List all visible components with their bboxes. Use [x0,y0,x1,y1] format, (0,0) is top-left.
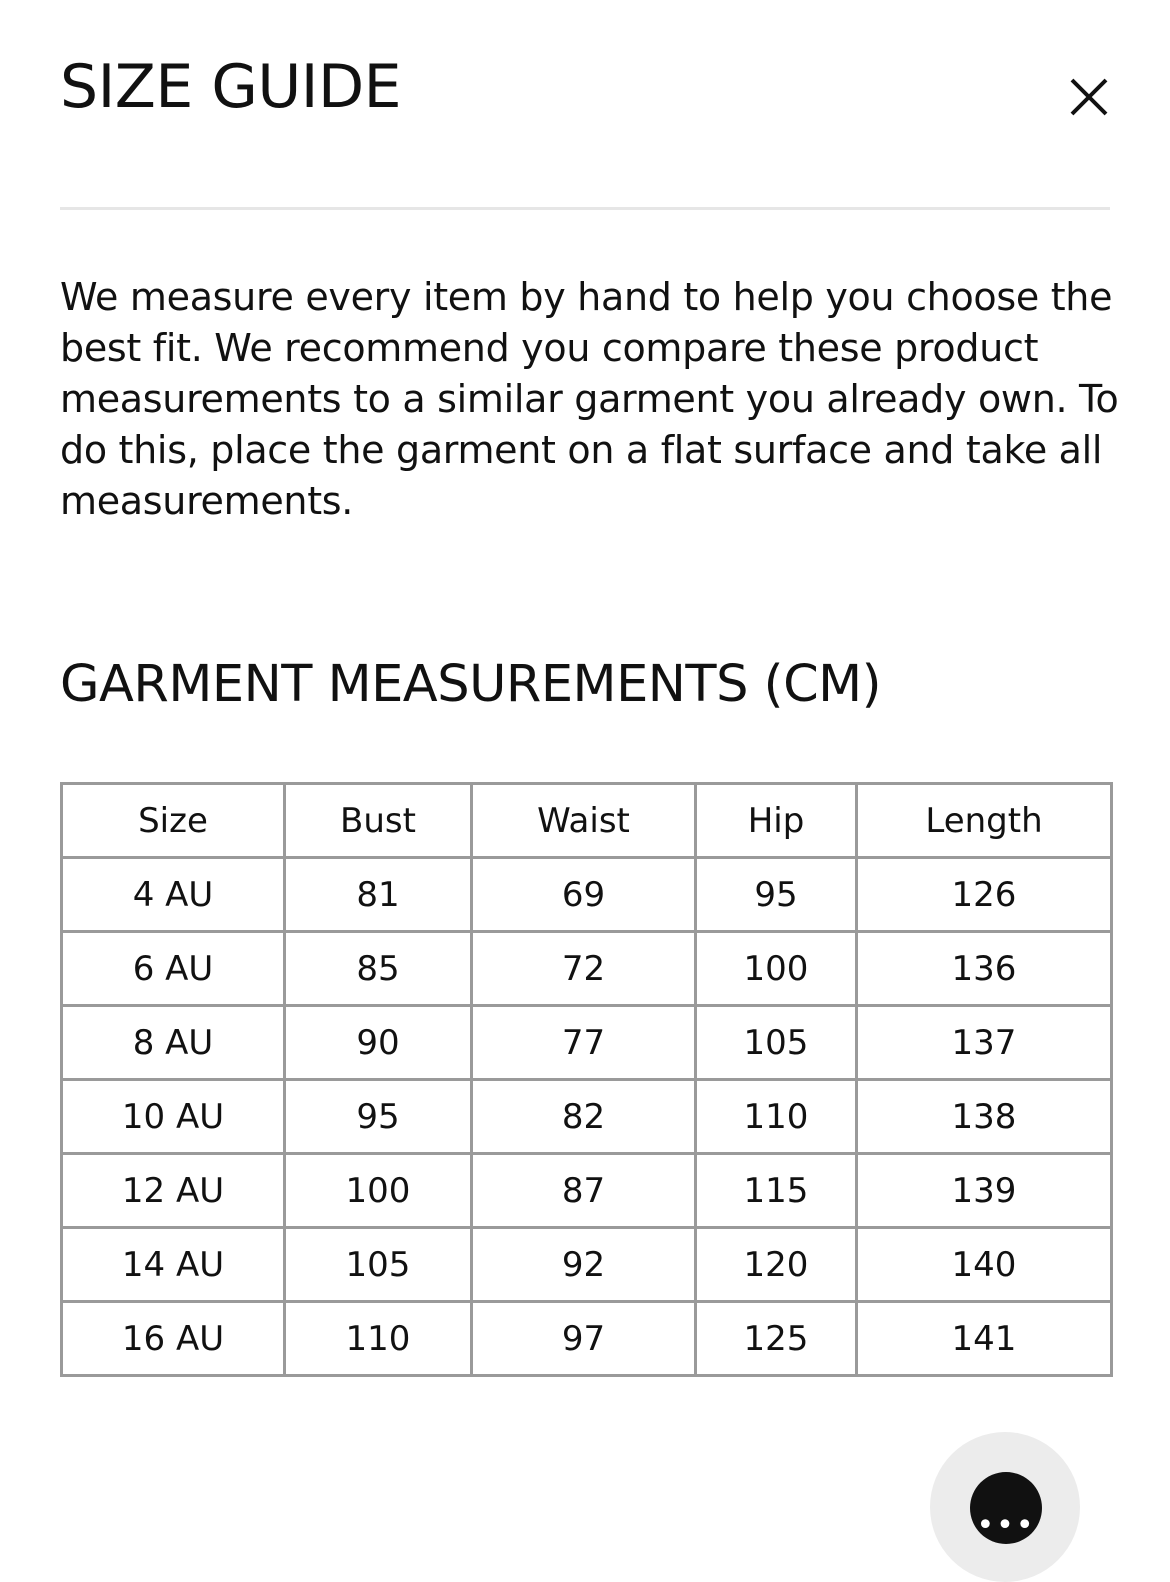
header-divider [60,207,1110,210]
table-cell: 126 [857,858,1112,932]
page-title: SIZE GUIDE [60,52,402,122]
column-header: Hip [696,784,857,858]
table-cell: 110 [285,1302,472,1376]
table-cell: 95 [285,1080,472,1154]
close-button[interactable] [1068,76,1110,118]
column-header: Waist [472,784,696,858]
table-cell: 82 [472,1080,696,1154]
table-cell: 14 AU [62,1228,285,1302]
table-cell: 85 [285,932,472,1006]
section-title: GARMENT MEASUREMENTS (CM) [60,655,882,714]
table-cell: 72 [472,932,696,1006]
chat-more-icon [970,1472,1042,1544]
column-header: Size [62,784,285,858]
table-cell: 100 [696,932,857,1006]
table-cell: 100 [285,1154,472,1228]
chat-dots: ••• [976,1508,1036,1543]
table-cell: 137 [857,1006,1112,1080]
table-cell: 140 [857,1228,1112,1302]
table-cell: 136 [857,932,1112,1006]
column-header: Length [857,784,1112,858]
size-table-container [60,782,1113,1377]
intro-text: We measure every item by hand to help you choose the best fit. We recommend you compare these product measurements to a similar garment you already own. To do this, place the garment on a flat surface and take all measurements. [60,275,1119,523]
table-cell: 95 [696,858,857,932]
table-row [62,1080,1112,1154]
table-cell: 115 [696,1154,857,1228]
table-cell: 10 AU [62,1080,285,1154]
table-cell: 4 AU [62,858,285,932]
modal-header [60,40,1110,140]
table-row [62,1006,1112,1080]
column-header: Bust [285,784,472,858]
table-cell: 90 [285,1006,472,1080]
table-cell: 105 [285,1228,472,1302]
table-cell: 8 AU [62,1006,285,1080]
table-cell: 138 [857,1080,1112,1154]
table-cell: 120 [696,1228,857,1302]
table-cell: 81 [285,858,472,932]
table-cell: 77 [472,1006,696,1080]
close-icon [1068,76,1110,118]
table-row [62,932,1112,1006]
table-cell: 97 [472,1302,696,1376]
table-cell: 141 [857,1302,1112,1376]
table-cell: 6 AU [62,932,285,1006]
table-row [62,1228,1112,1302]
table-cell: 87 [472,1154,696,1228]
table-cell: 92 [472,1228,696,1302]
table-header-row [62,784,1112,858]
size-table [60,782,1113,1377]
table-cell: 16 AU [62,1302,285,1376]
table-cell: 110 [696,1080,857,1154]
table-row [62,1154,1112,1228]
table-row [62,1302,1112,1376]
chat-button[interactable] [930,1432,1080,1582]
table-cell: 69 [472,858,696,932]
table-cell: 139 [857,1154,1112,1228]
table-cell: 125 [696,1302,857,1376]
table-cell: 12 AU [62,1154,285,1228]
table-cell: 105 [696,1006,857,1080]
table-row [62,858,1112,932]
